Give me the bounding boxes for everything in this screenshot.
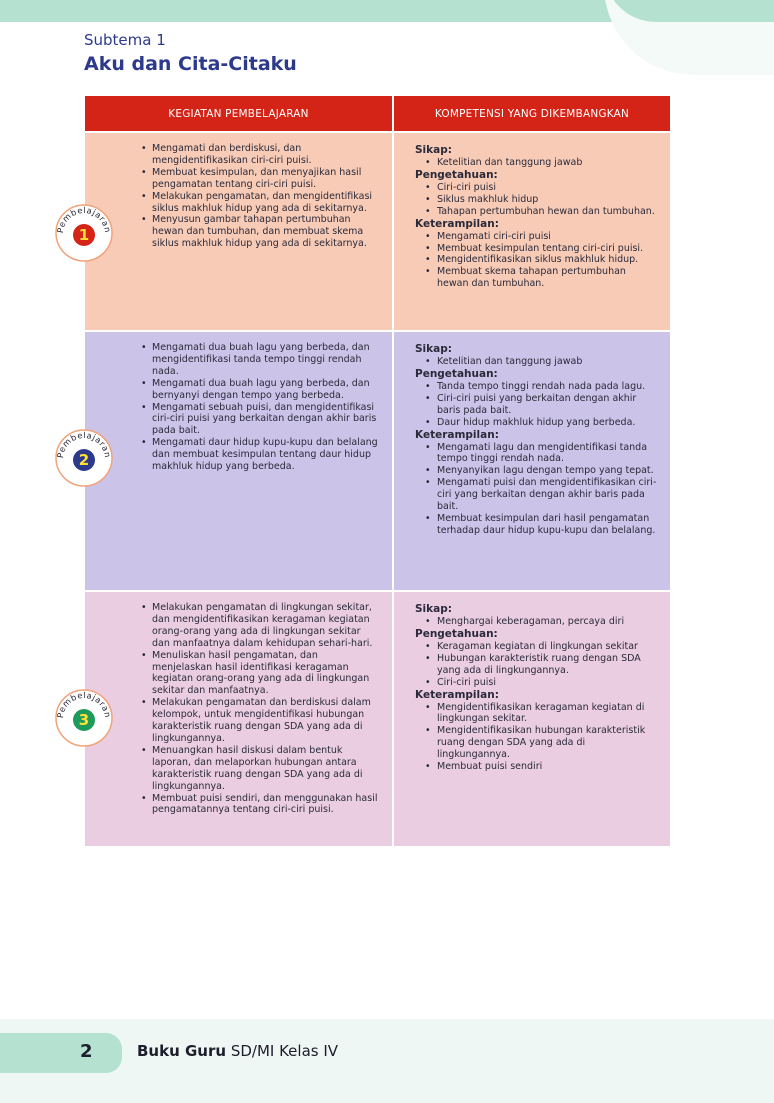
table-row-pembelajaran-2	[54, 330, 670, 590]
sikap-item: • Ketelitian dan tanggung jawab	[425, 157, 660, 169]
activity-item: • Menyusun gambar tahapan pertumbuhan hewan dan tumbuhan, dan membuat skema siklus makhluk hidup yang ada di sekitarnya.	[141, 214, 378, 250]
kompetensi-cell	[394, 592, 670, 846]
keterampilan-item: • Mengamati puisi dan mengidentifikasikan ciri-ciri yang berkaitan dengan akhir baris pada bait.	[425, 477, 660, 513]
sikap-heading: Sikap:	[415, 603, 452, 615]
kegiatan-cell	[85, 133, 394, 330]
keterampilan-item: • Mengamati ciri-ciri puisi	[425, 231, 660, 243]
sikap-item: • Menghargai keberagaman, percaya diri	[425, 616, 660, 628]
badge-label: Pembelajaran	[54, 429, 114, 459]
table-header	[85, 96, 670, 131]
sikap-item: • Ketelitian dan tanggung jawab	[425, 356, 660, 368]
page-number-tab	[0, 1033, 122, 1073]
table-row-pembelajaran-1	[54, 131, 670, 330]
header-kompetensi: KOMPETENSI YANG DIKEMBANGKAN	[434, 107, 630, 120]
book-title-bold: Buku Guru	[137, 1042, 227, 1060]
subtema-label: Subtema 1	[84, 31, 166, 49]
pengetahuan-item: • Daur hidup makhluk hidup yang berbeda.	[425, 417, 660, 429]
keterampilan-item: • Mengidentifikasikan hubungan karakteristik ruang dengan SDA yang ada di lingkungannya.	[425, 725, 660, 761]
pengetahuan-item: • Ciri-ciri puisi yang berkaitan dengan akhir baris pada bait.	[425, 393, 660, 417]
keterampilan-item: • Mengidentifikasikan siklus makhluk hidup.	[425, 254, 660, 266]
book-title	[137, 1042, 338, 1060]
keterampilan-item: • Membuat kesimpulan dari hasil pengamatan terhadap daur hidup kupu-kupu dan belalang.	[425, 513, 660, 537]
pembelajaran-badge-2	[54, 428, 114, 488]
pengetahuan-heading: Pengetahuan:	[415, 627, 498, 640]
badge-label: Pembelajaran	[54, 204, 114, 234]
keterampilan-heading: Keterampilan:	[415, 688, 499, 701]
learning-table	[54, 96, 670, 846]
pembelajaran-badge-1	[54, 203, 114, 263]
kegiatan-cell	[85, 592, 394, 846]
badge-number: 1	[73, 224, 95, 246]
sikap-heading: Sikap:	[415, 144, 452, 156]
pengetahuan-item: • Tahapan pertumbuhan hewan dan tumbuhan.	[425, 206, 660, 218]
kegiatan-cell	[85, 332, 394, 590]
pengetahuan-item: • Tanda tempo tinggi rendah nada pada lagu.	[425, 381, 660, 393]
activity-item: • Mengamati sebuah puisi, dan mengidentifikasi ciri-ciri puisi yang berkaitan dengan akhir baris pada bait.	[141, 402, 378, 438]
keterampilan-heading: Keterampilan:	[415, 217, 499, 230]
pengetahuan-item: • Hubungan karakteristik ruang dengan SDA yang ada di lingkungannya.	[425, 653, 660, 677]
page-number: 2	[80, 1041, 93, 1062]
header-kegiatan: KEGIATAN PEMBELAJARAN	[85, 96, 394, 131]
keterampilan-item: • Membuat kesimpulan tentang ciri-ciri puisi.	[425, 243, 660, 255]
keterampilan-item: • Membuat puisi sendiri	[425, 761, 660, 773]
activity-item: • Mengamati daur hidup kupu-kupu dan belalang dan membuat kesimpulan tentang daur hidup makhluk hidup yang berbeda.	[141, 437, 378, 473]
kompetensi-cell	[394, 133, 670, 330]
pengetahuan-heading: Pengetahuan:	[415, 367, 498, 380]
keterampilan-item: • Mengidentifikasikan keragaman kegiatan di lingkungan sekitar.	[425, 702, 660, 726]
pengetahuan-item: • Siklus makhluk hidup	[425, 194, 660, 206]
kompetensi-cell	[394, 332, 670, 590]
pengetahuan-item: • Keragaman kegiatan di lingkungan sekitar	[425, 641, 660, 653]
activity-item: • Membuat puisi sendiri, dan menggunakan hasil pengamatannya tentang ciri-ciri puisi.	[141, 793, 378, 817]
activity-item: • Menuangkan hasil diskusi dalam bentuk laporan, dan melaporkan hubungan antara karakteristik ruang dengan SDA yang ada di lingkungannya.	[141, 745, 378, 793]
activity-item: • Melakukan pengamatan di lingkungan sekitar, dan mengidentifikasikan keragaman kegiatan orang-orang yang ada di lingkungan sekitar dan manfaatnya dalam kehidupan sehari-hari.	[141, 602, 378, 650]
activity-item: • Melakukan pengamatan, dan mengidentifikasi siklus makhluk hidup yang ada di sekitarnya.	[141, 191, 378, 215]
page-title: Aku dan Cita-Citaku	[84, 53, 297, 75]
book-title-rest: SD/MI Kelas IV	[226, 1042, 339, 1060]
activity-item: • Melakukan pengamatan dan berdiskusi dalam kelompok, untuk mengidentifikasi hubungan karakteristik ruang dengan SDA yang ada di lingkungannya.	[141, 697, 378, 745]
table-row-pembelajaran-3	[54, 590, 670, 846]
activity-item: • Menuliskan hasil pengamatan, dan menjelaskan hasil identifikasi keragaman kegiatan orang-orang yang ada di lingkungan sekitar dan manfaatnya.	[141, 650, 378, 698]
activity-item: • Mengamati dan berdiskusi, dan mengidentifikasikan ciri-ciri puisi.	[141, 143, 378, 167]
badge-number: 2	[73, 449, 95, 471]
pembelajaran-badge-3	[54, 688, 114, 748]
badge-number: 3	[73, 709, 95, 731]
keterampilan-item: • Menyanyikan lagu dengan tempo yang tepat.	[425, 465, 660, 477]
badge-label: Pembelajaran	[54, 689, 114, 719]
pengetahuan-item: • Ciri-ciri puisi	[425, 677, 660, 689]
keterampilan-heading: Keterampilan:	[415, 428, 499, 441]
pengetahuan-heading: Pengetahuan:	[415, 168, 498, 181]
activity-item: • Mengamati dua buah lagu yang berbeda, dan mengidentifikasi tanda tempo tinggi rendah nada.	[141, 342, 378, 378]
sikap-heading: Sikap:	[415, 343, 452, 355]
activity-item: • Mengamati dua buah lagu yang berbeda, dan bernyanyi dengan tempo yang berbeda.	[141, 378, 378, 402]
pengetahuan-item: • Ciri-ciri puisi	[425, 182, 660, 194]
keterampilan-item: • Mengamati lagu dan mengidentifikasi tanda tempo tinggi rendah nada.	[425, 442, 660, 466]
keterampilan-item: • Membuat skema tahapan pertumbuhan hewan dan tumbuhan.	[425, 266, 660, 290]
activity-item: • Membuat kesimpulan, dan menyajikan hasil pengamatan tentang ciri-ciri puisi.	[141, 167, 378, 191]
